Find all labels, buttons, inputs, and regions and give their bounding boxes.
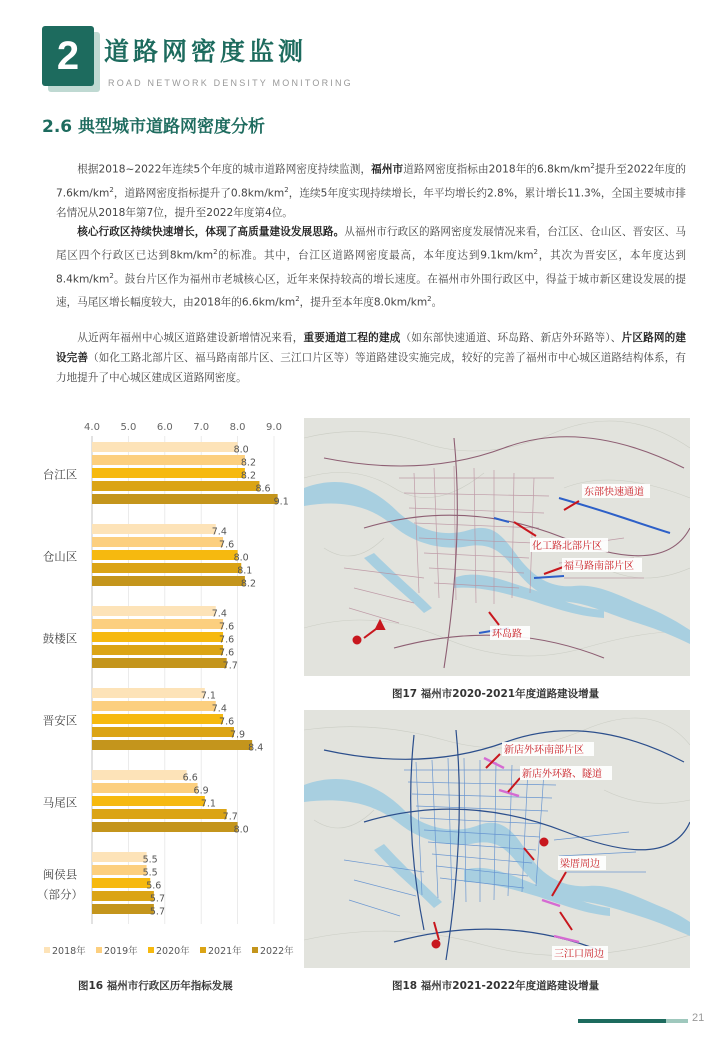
- x-tick-label: 8.0: [229, 422, 246, 433]
- x-tick-label: 7.0: [193, 422, 210, 433]
- chapter-subtitle: ROAD NETWORK DENSITY MONITORING: [108, 78, 353, 88]
- footer-bar-accent: [666, 1019, 688, 1023]
- chapter-number: 2: [56, 33, 80, 78]
- bar: [92, 455, 245, 465]
- bar: [92, 632, 223, 642]
- bar: [92, 494, 278, 504]
- bar: [92, 796, 205, 806]
- category-label: 台江区: [42, 467, 78, 482]
- map18-label-0: 新店外环南部片区: [504, 745, 584, 756]
- bar: [92, 442, 238, 452]
- value-label: 7.6: [219, 716, 235, 728]
- map18-label-3: 三江口周边: [554, 949, 604, 960]
- value-label: 7.1: [200, 690, 216, 702]
- value-label: 8.6: [255, 483, 271, 495]
- value-label: 8.0: [233, 444, 249, 456]
- bar: [92, 822, 238, 832]
- value-label: 7.6: [219, 647, 235, 659]
- bar: [92, 537, 223, 547]
- legend-swatch: [96, 947, 102, 953]
- value-label: 8.0: [233, 824, 249, 836]
- map-2020-2021: [304, 418, 690, 676]
- bar: [92, 714, 223, 724]
- bar: [92, 770, 187, 780]
- legend-swatch: [44, 947, 50, 953]
- value-label: 8.2: [240, 457, 256, 469]
- map18-label-2: 梁厝周边: [560, 859, 600, 870]
- value-label: 7.9: [229, 729, 246, 741]
- value-label: 7.4: [211, 703, 227, 715]
- map17-label-1: 化工路北部片区: [532, 541, 602, 552]
- paragraph-1: 根据2018~2022年连续5个年度的城市道路网密度持续监测，福州市道路网密度指标由2018年的$6.8km/km^2$提升至2022年度的$7.6km/km^2$，道路网密度指标提升了$0.8km/km^2$，连续5年度实现持续增长，年平均增长约2.8%，累计增长11.3%，全国主要城市排名情况从2018年第7位，提升至2022年度第4位。: [56, 162, 686, 220]
- bar: [92, 481, 259, 491]
- bar: [92, 904, 154, 914]
- bar: [92, 701, 216, 711]
- value-label: 5.5: [142, 854, 158, 866]
- bar: [92, 878, 150, 888]
- map17-label-0: 东部快速通道: [584, 487, 644, 498]
- category-label: （部分）: [37, 887, 83, 902]
- bar: [92, 740, 252, 750]
- bar: [92, 645, 223, 655]
- value-label: 5.5: [142, 867, 158, 879]
- bar: [92, 658, 227, 668]
- bar: [92, 524, 216, 534]
- paragraph-3: 从近两年福州中心城区道路建设新增情况来看，重要通道工程的建成（如东部快速通道、环岛路、新店外环路等）、片区路网的建设完善（如化工路北部片区、福马路南部片区、三江口片区等）等道路建设实施完成，较好的完善了福州市中心城区道路结构体系，有力地提升了中心城区建成区道路网密度。: [56, 332, 687, 384]
- value-label: 8.1: [237, 565, 253, 577]
- bar: [92, 606, 216, 616]
- category-label: 闽侯县: [42, 867, 78, 882]
- value-label: 6.6: [182, 772, 198, 784]
- value-label: 8.2: [240, 578, 256, 590]
- legend-swatch: [200, 947, 206, 953]
- legend-label: 2022年: [260, 946, 294, 957]
- x-tick-label: 9.0: [266, 422, 282, 433]
- page-number: 21: [692, 1012, 705, 1024]
- bar: [92, 891, 154, 901]
- map17-caption: 图17 福州市2020-2021年度道路建设增量: [392, 688, 600, 700]
- x-tick-label: 6.0: [156, 422, 173, 433]
- paragraph-2: 核心行政区持续快速增长，体现了高质量建设发展思路。从福州市行政区的路网密度发展情况来看，台江区、仓山区、晋安区、马尾区四个行政区已达到$8km/km^2$的标准。其中，台江区道路网密度最高，本年度达到$9.1km/km^2$，其次为晋安区，本年度达到$8.4km/km^2$。鼓台片区作为福州市老城核心区，近年来保持较高的增长速度。在福州市外围行政区中，得益于城市新区建设发展的提速，马尾区增长幅度较大，由2018年的$6.6km/km^2$，提升至本年度$8.0km/km^2$。: [56, 226, 687, 309]
- footer-bar: [578, 1019, 666, 1023]
- value-label: 7.7: [222, 811, 238, 823]
- value-label: 5.7: [149, 893, 165, 905]
- category-label: 仓山区: [42, 549, 78, 564]
- bar: [92, 468, 245, 478]
- map18-caption: 图18 福州市2021-2022年度道路建设增量: [392, 980, 600, 992]
- legend-label: 2018年: [52, 946, 86, 957]
- value-label: 7.7: [222, 660, 238, 672]
- map17-label-2: 福马路南部片区: [564, 561, 634, 572]
- category-label: 晋安区: [42, 713, 78, 728]
- map-2020-2021-svg: [304, 418, 690, 676]
- x-tick-label: 5.0: [120, 422, 137, 433]
- value-label: 7.4: [211, 526, 227, 538]
- category-label: 鼓楼区: [42, 631, 78, 646]
- value-label: 7.6: [219, 634, 235, 646]
- chapter-title: 道路网密度监测: [104, 37, 308, 66]
- value-label: 7.6: [219, 539, 235, 551]
- section-title: 2.6 典型城市道路网密度分析: [42, 117, 266, 137]
- district-density-bar-chart: [30, 414, 310, 974]
- value-label: 8.0: [233, 552, 249, 564]
- value-label: 5.6: [146, 880, 162, 892]
- bar: [92, 563, 241, 573]
- value-label: 8.4: [248, 742, 264, 754]
- bar: [92, 550, 238, 560]
- map-2021-2022: [304, 710, 690, 968]
- x-tick-label: 4.0: [84, 422, 100, 433]
- bar: [92, 727, 234, 737]
- chart-caption: 图16 福州市行政区历年指标发展: [78, 980, 233, 992]
- bar: [92, 619, 223, 629]
- legend-swatch: [252, 947, 258, 953]
- map17-label-3: 环岛路: [492, 629, 522, 640]
- category-label: 马尾区: [42, 795, 78, 810]
- legend-label: 2020年: [156, 946, 190, 957]
- bar: [92, 809, 227, 819]
- value-label: 6.9: [193, 785, 209, 797]
- legend-label: 2019年: [104, 946, 138, 957]
- value-label: 7.1: [200, 798, 216, 810]
- legend-swatch: [148, 947, 154, 953]
- bar: [92, 688, 205, 698]
- value-label: 8.2: [240, 470, 256, 482]
- bar: [92, 783, 198, 793]
- value-label: 9.1: [273, 496, 289, 508]
- value-label: 7.4: [211, 608, 227, 620]
- legend-label: 2021年: [208, 946, 242, 957]
- map-2021-2022-svg: [304, 710, 690, 968]
- value-label: 7.6: [219, 621, 235, 633]
- map18-label-1: 新店外环路、隧道: [522, 769, 602, 780]
- bar: [92, 576, 245, 586]
- value-label: 5.7: [149, 906, 165, 918]
- bar: [92, 865, 147, 875]
- bar: [92, 852, 147, 862]
